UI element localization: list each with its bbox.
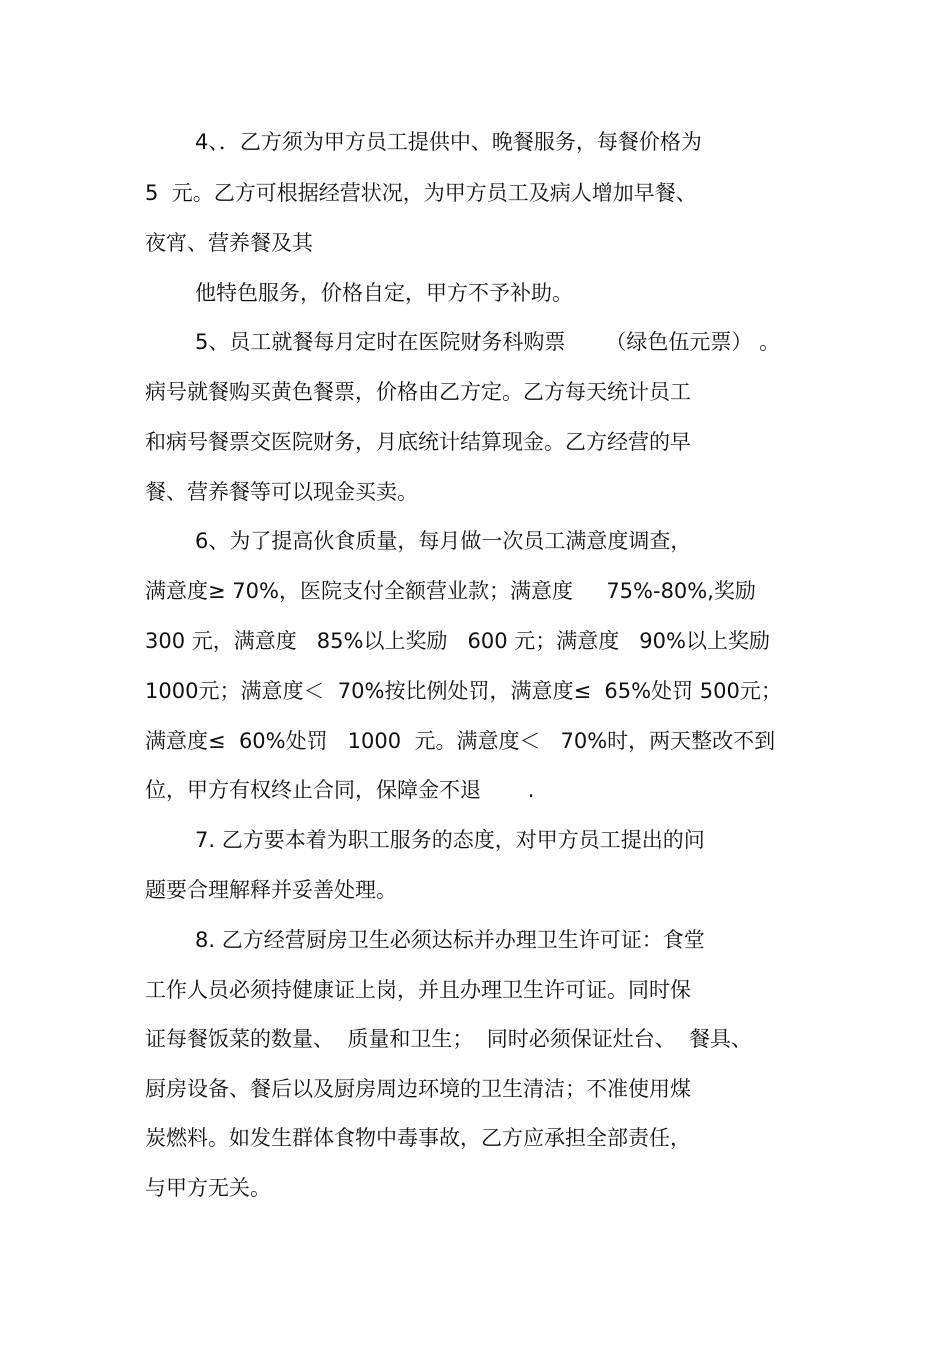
clause-6-line-3: 300 元，满意度 85%以上奖励 600 元；满意度 90%以上奖励	[145, 629, 770, 653]
clause-4-line-1: 4、．乙方须为甲方员工提供中、晚餐服务，每餐价格为	[195, 130, 702, 154]
clause-4-line-4: 他特色服务，价格自定，甲方不予补助。	[195, 281, 573, 305]
clause-5-line-1: 5、员工就餐每月定时在医院财务科购票 （绿色伍元票） 。	[195, 330, 781, 354]
clause-6-line-1: 6、为了提高伙食质量，每月做一次员工满意度调查，	[195, 529, 692, 553]
clause-7-line-1: 7. 乙方要本着为职工服务的态度，对甲方员工提出的问	[195, 828, 705, 852]
clause-5-line-3: 和病号餐票交医院财务，月底统计结算现金。乙方经营的早	[145, 430, 691, 454]
clause-5-line-2: 病号就餐购买黄色餐票，价格由乙方定。乙方每天统计员工	[145, 380, 691, 404]
clause-8-line-2: 工作人员必须持健康证上岗，并且办理卫生许可证。同时保	[145, 978, 691, 1002]
clause-4-line-2: 5 元。乙方可根据经营状况，为甲方员工及病人增加早餐、	[145, 181, 697, 205]
clause-8-line-1: 8. 乙方经营厨房卫生必须达标并办理卫生许可证：食堂	[195, 928, 705, 952]
clause-7-line-2: 题要合理解释并妥善处理。	[145, 878, 397, 902]
clause-8-line-3: 证每餐饭菜的数量、 质量和卫生； 同时必须保证灶台、 餐具、	[145, 1027, 753, 1051]
clause-8-line-6: 与甲方无关。	[145, 1176, 271, 1200]
clause-6-line-4: 1000元；满意度＜ 70%按比例处罚，满意度≤ 65%处罚 500元；	[145, 679, 782, 703]
clause-6-line-2: 满意度≥ 70%，医院支付全额营业款；满意度 75%-80%,奖励	[145, 579, 756, 603]
clause-8-line-5: 炭燃料。如发生群体食物中毒事故，乙方应承担全部责任，	[145, 1126, 691, 1150]
clause-8-line-4: 厨房设备、餐后以及厨房周边环境的卫生清洁；不准使用煤	[145, 1077, 691, 1101]
clause-6-line-5: 满意度≤ 60%处罚 1000 元。满意度＜ 70%时，两天整改不到	[145, 729, 776, 753]
clause-6-line-6: 位，甲方有权终止合同，保障金不退 .	[145, 778, 535, 802]
clause-4-line-3: 夜宵、营养餐及其	[145, 231, 313, 255]
clause-5-line-4: 餐、营养餐等可以现金买卖。	[145, 480, 418, 504]
